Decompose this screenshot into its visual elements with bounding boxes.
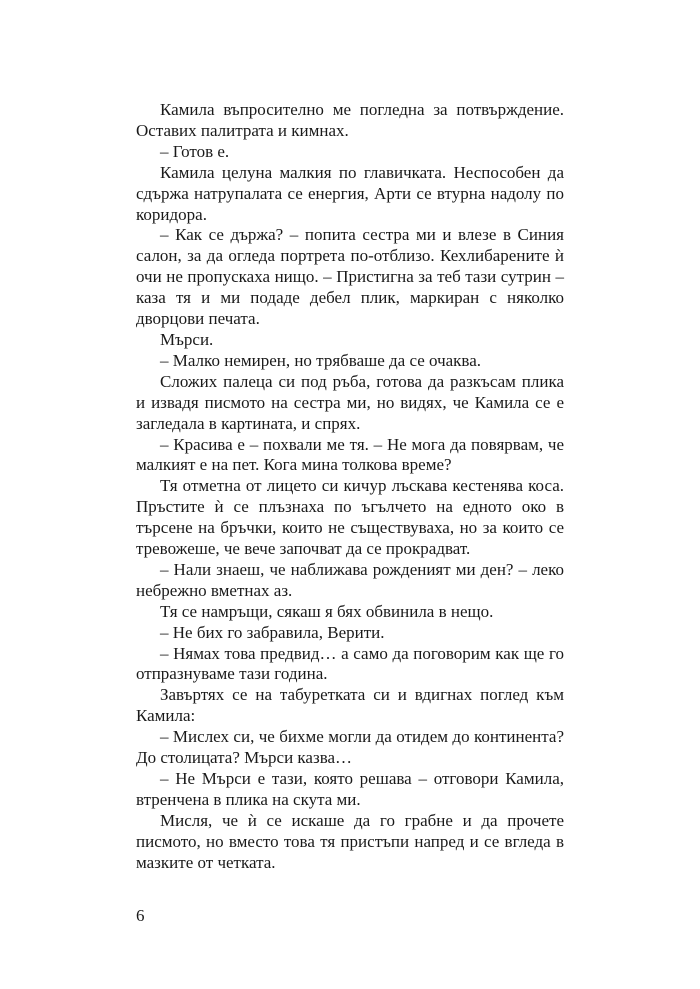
- body-text: [136, 100, 564, 874]
- page-number: 6: [136, 906, 145, 925]
- paragraph: Тя отметна от лицето си кичур лъскава кестенява коса. Пръстите ѝ се плъзнаха по ъгълчето на едното око в търсене на бръчки, които не съществуваха, но за които се тревожеше, че вече започват да се прокрадват.: [136, 476, 564, 559]
- paragraph: – Мислех си, че бихме могли да отидем до континента? До столицата? Мърси казва…: [136, 727, 564, 768]
- paragraph: – Нямах това предвид… а само да поговорим как ще го отпразнуваме тази година.: [136, 643, 564, 684]
- paragraph: Завъртях се на табуретката си и вдигнах поглед към Камила:: [136, 685, 564, 726]
- paragraph: – Готов е.: [160, 141, 230, 161]
- paragraph: Мърси.: [160, 329, 214, 349]
- paragraph: Тя се намръщи, сякаш я бях обвинила в нещо.: [160, 601, 494, 621]
- paragraph: – Нали знаеш, че наближава рожденият ми ден? – леко небрежно вметнах аз.: [136, 559, 564, 600]
- paragraph: – Малко немирен, но трябваше да се очаква.: [160, 350, 482, 370]
- paragraph: – Красива е – похвали ме тя. – Не мога да повярвам, че малкият е на пет. Кога мина толкова време?: [136, 434, 564, 475]
- paragraph: Камила целуна малкия по главичката. Неспособен да сдържа натрупалата се енергия, Арти се втурна надолу по коридора.: [136, 162, 564, 224]
- paragraph: – Как се държа? – попита сестра ми и влезе в Синия салон, за да огледа портрета по-отблизо. Кехлибарените ѝ очи не пропускаха нищо. – Пристигна за теб тази сутрин – каза тя и ми подаде дебел плик, маркиран с няколко дворцови печата.: [136, 225, 564, 329]
- paragraph: – Не Мърси е тази, която решава – отговори Камила, втренчена в плика на скута ми.: [136, 769, 564, 809]
- paragraph: Мисля, че ѝ се искаше да го грабне и да прочете писмото, но вместо това тя пристъпи напред и се вгледа в мазките от четката.: [136, 810, 564, 872]
- paragraph: Сложих палеца си под ръба, готова да разкъсам плика и извадя писмото на сестра ми, но видях, че Камила се е загледала в картината, и спрях.: [136, 371, 564, 433]
- paragraph: Камила въпросително ме погледна за потвърждение. Оставих палитрата и кимнах.: [136, 100, 564, 140]
- paragraph: – Не бих го забравила, Верити.: [160, 622, 385, 642]
